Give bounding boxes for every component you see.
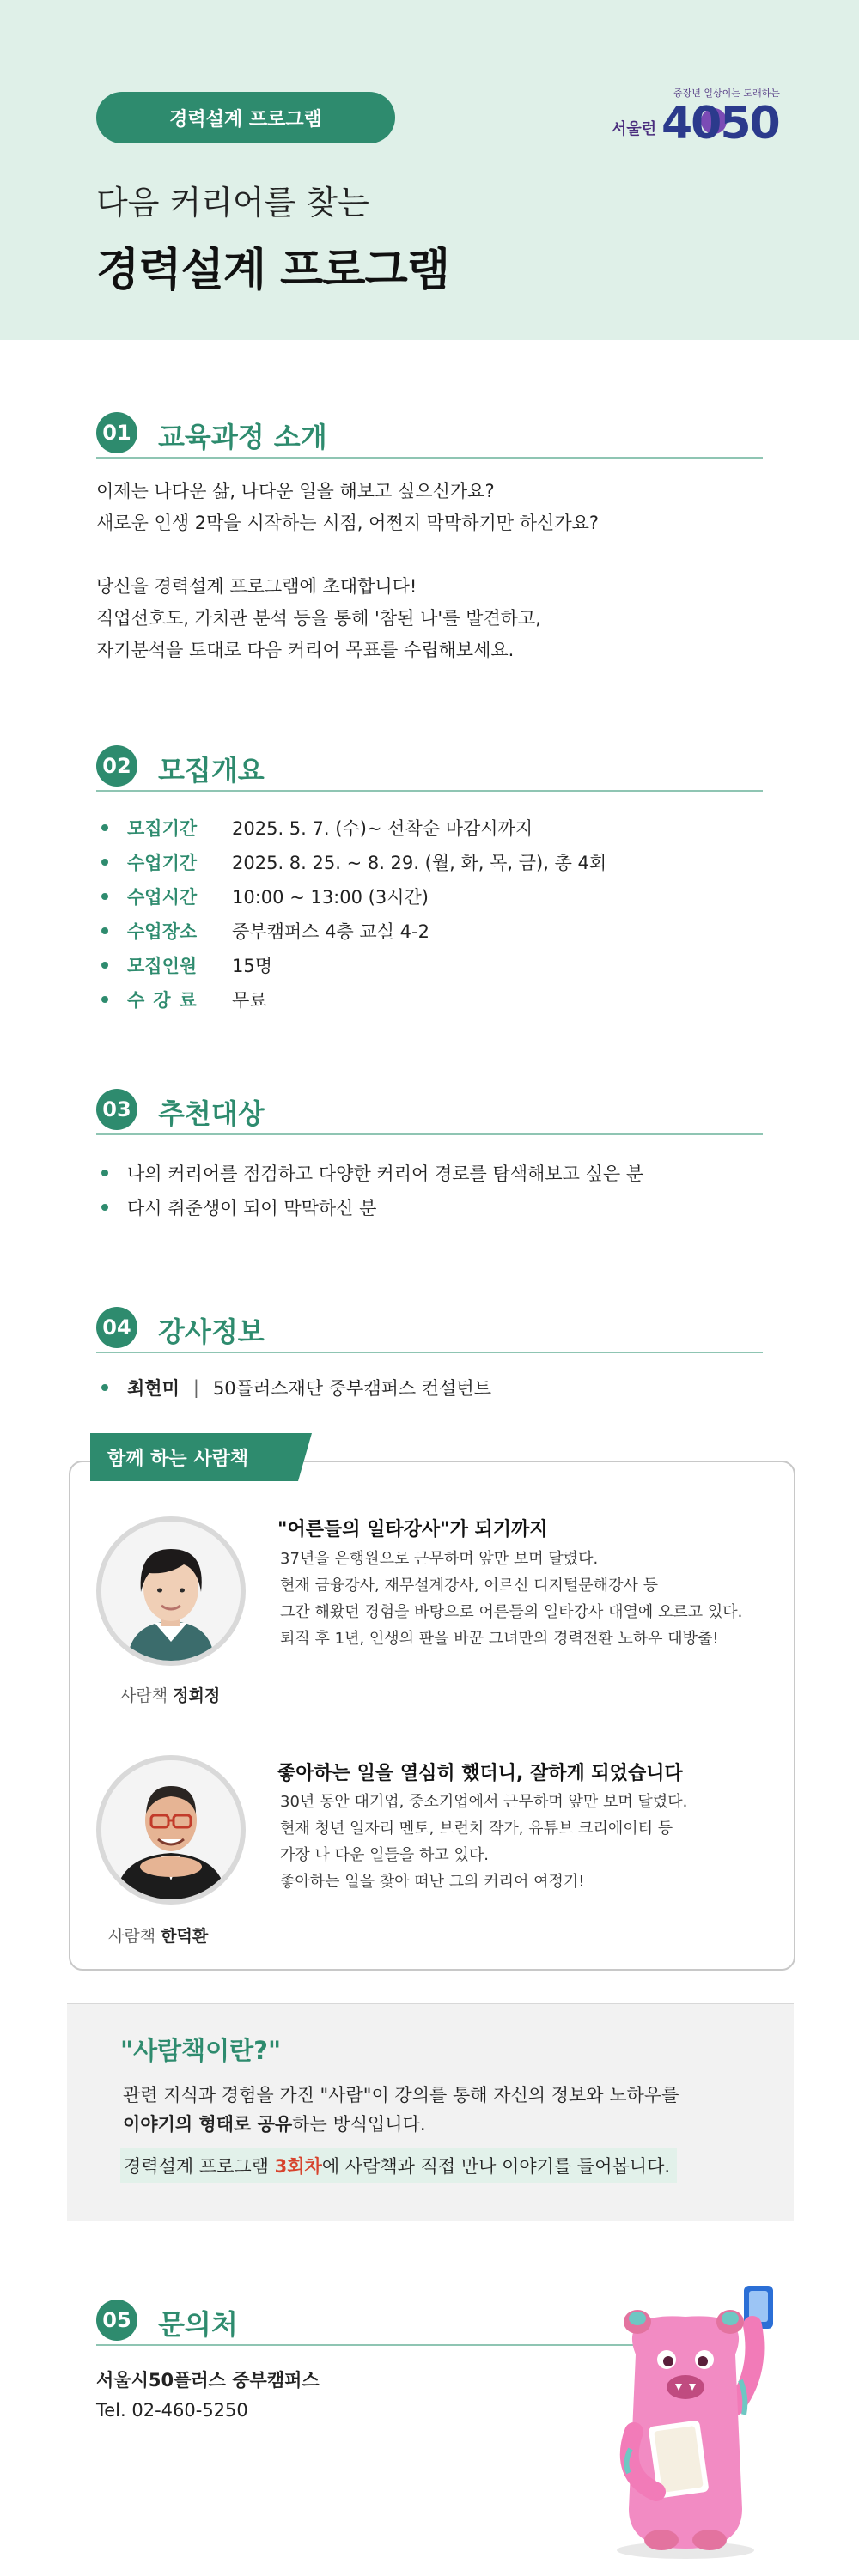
recruit-value: 2025. 8. 25. ~ 8. 29. (월, 화, 목, 금), 총 4회 xyxy=(232,853,607,873)
book-line: 가장 나 다운 일들을 하고 있다. xyxy=(280,1846,489,1864)
person-photo-jung xyxy=(96,1516,246,1666)
recruit-row xyxy=(96,982,763,1017)
definition-title: "사람책이란?" xyxy=(120,2036,282,2065)
instructor-name: 최현미 xyxy=(127,1378,180,1399)
intro-text xyxy=(96,476,599,666)
person-name: 정희정 xyxy=(173,1686,221,1705)
book-line: 30년 동안 대기업, 중소기업에서 근무하며 앞만 보며 달렸다. xyxy=(280,1793,688,1811)
recruit-details xyxy=(96,811,763,1017)
list-item xyxy=(96,1156,763,1190)
recruit-label: 수업시간 xyxy=(127,887,198,908)
bullet-icon xyxy=(101,962,108,969)
person-caption xyxy=(108,1923,208,1947)
pink-monster-mascot-icon xyxy=(584,2277,790,2561)
recruit-value: 중부캠퍼스 4층 교실 4-2 xyxy=(232,921,430,942)
highlight-session: 3회차 xyxy=(274,2156,322,2177)
man-portrait-icon xyxy=(101,1760,241,1899)
logo-word: 서울런 xyxy=(612,120,657,138)
bullet-icon xyxy=(101,1384,108,1391)
recruit-label: 수업장소 xyxy=(127,921,198,942)
book-line: 퇴직 후 1년, 인생의 판을 바꾼 그녀만의 경력전환 노하우 대방출! xyxy=(280,1630,719,1648)
intro-line: 당신을 경력설계 프로그램에 초대합니다! xyxy=(96,576,417,597)
target-text: 나의 커리어를 점검하고 다양한 커리어 경로를 탐색해보고 싶은 분 xyxy=(127,1163,644,1184)
list-item xyxy=(96,1190,763,1224)
program-pill: 경력설계 프로그램 xyxy=(96,92,395,143)
section-number: 01 xyxy=(96,412,137,453)
section-instructor-heading xyxy=(96,1302,763,1353)
definition-text xyxy=(123,2081,679,2139)
tab-corner xyxy=(298,1433,312,1481)
book-line: 37년을 은행원으로 근무하며 앞만 보며 달렸다. xyxy=(280,1550,599,1568)
intro-line: 새로운 인생 2막을 시작하는 시점, 어쩐지 막막하기만 하신가요? xyxy=(96,513,600,533)
caption-prefix: 사람책 xyxy=(120,1686,168,1705)
bullet-icon xyxy=(101,893,108,900)
intro-line: 이제는 나다운 삶, 나다운 일을 해보고 싶으신가요? xyxy=(96,481,495,501)
target-text: 다시 취준생이 되어 막막하신 분 xyxy=(127,1198,377,1218)
logo-number: 4050 xyxy=(661,98,779,149)
seoul-4050-logo xyxy=(612,82,780,160)
bullet-icon xyxy=(101,996,108,1003)
separator: | xyxy=(192,1377,199,1398)
recruit-row xyxy=(96,948,763,982)
recruit-row xyxy=(96,845,763,879)
book-line: 좋아하는 일을 찾아 떠난 그의 커리어 여정기! xyxy=(280,1873,585,1891)
highlight-pre: 경력설계 프로그램 xyxy=(124,2156,275,2177)
recruit-value: 15명 xyxy=(232,956,273,976)
person-photo-han xyxy=(96,1755,246,1905)
section-title: 강사정보 xyxy=(158,1315,265,1348)
section-course-intro-heading xyxy=(96,407,763,459)
instructor-role: 50플러스재단 중부캠퍼스 컨설턴트 xyxy=(212,1378,492,1399)
recruit-row xyxy=(96,879,763,914)
header-banner xyxy=(0,0,859,340)
caption-prefix: 사람책 xyxy=(108,1927,156,1946)
section-title: 문의처 xyxy=(158,2308,238,2341)
page-title: 경력설계 프로그램 xyxy=(96,245,449,296)
recruit-value: 무료 xyxy=(232,990,267,1011)
book-title: 좋아하는 일을 열심히 했더니, 잘하게 되었습니다 xyxy=(277,1763,683,1784)
highlight-post: 에 사람책과 직접 만나 이야기를 들어봅니다. xyxy=(321,2156,671,2177)
intro-line: 직업선호도, 가치관 분석 등을 통해 '참된 나'를 발견하고, xyxy=(96,608,541,629)
book-line: 현재 청년 일자리 멘토, 브런치 작가, 유튜브 크리에이터 등 xyxy=(280,1820,673,1838)
recruit-label: 수업기간 xyxy=(127,853,198,873)
person-caption xyxy=(120,1683,220,1706)
definition-bold: 이야기의 형태로 공유 xyxy=(123,2114,293,2135)
contact-org: 서울시50플러스 중부캠퍼스 xyxy=(96,2370,320,2391)
bullet-icon xyxy=(101,1170,108,1176)
recruit-label: 모집인원 xyxy=(127,956,198,976)
section-target-heading xyxy=(96,1084,763,1135)
page-subtitle: 다음 커리어를 찾는 xyxy=(96,184,369,222)
section-title: 모집개요 xyxy=(158,754,265,787)
recruit-label: 수강료 xyxy=(127,990,205,1011)
human-library-tab: 함께 하는 사람책 xyxy=(90,1433,298,1481)
book-description xyxy=(280,1789,687,1895)
section-title: 교육과정 소개 xyxy=(158,421,327,453)
section-number: 05 xyxy=(96,2300,137,2341)
target-list xyxy=(96,1156,763,1224)
intro-line: 자기분석을 토대로 다음 커리어 목표를 수립해보세요. xyxy=(96,640,515,660)
section-recruit-heading xyxy=(96,740,763,792)
bullet-icon xyxy=(101,1204,108,1211)
recruit-value: 10:00 ~ 13:00 (3시간) xyxy=(232,887,429,908)
definition-line xyxy=(123,2110,679,2139)
section-number: 03 xyxy=(96,1089,137,1130)
section-title: 추천대상 xyxy=(158,1097,265,1130)
woman-portrait-icon xyxy=(101,1522,241,1661)
definition-rest: 하는 방식입니다. xyxy=(292,2114,426,2135)
section-number: 04 xyxy=(96,1307,137,1348)
book-description xyxy=(280,1546,742,1652)
bullet-icon xyxy=(101,859,108,866)
bullet-icon xyxy=(101,927,108,934)
book-line: 그간 해왔던 경험을 바탕으로 어른들의 일타강사 대열에 오르고 있다. xyxy=(280,1603,743,1621)
recruit-label: 모집기간 xyxy=(127,818,198,839)
session-highlight xyxy=(120,2148,677,2183)
definition-line: 관련 지식과 경험을 가진 "사람"이 강의를 통해 자신의 정보와 노하우를 xyxy=(123,2085,679,2105)
book-line: 현재 금융강사, 재무설계강사, 어르신 디지털문해강사 등 xyxy=(280,1577,658,1595)
recruit-row xyxy=(96,914,763,948)
instructor-info xyxy=(96,1370,491,1405)
section-number: 02 xyxy=(96,745,137,787)
person-name: 한덕환 xyxy=(161,1927,209,1946)
recruit-row xyxy=(96,811,763,845)
logo-tagline: 중장년 일상이는 도래하는 xyxy=(673,88,780,99)
book-title: "어른들의 일타강사"가 되기까지 xyxy=(277,1519,548,1540)
recruit-value: 2025. 5. 7. (수)~ 선착순 마감시까지 xyxy=(232,818,533,839)
contact-phone: Tel. 02-460-5250 xyxy=(96,2400,248,2421)
bullet-icon xyxy=(101,824,108,831)
